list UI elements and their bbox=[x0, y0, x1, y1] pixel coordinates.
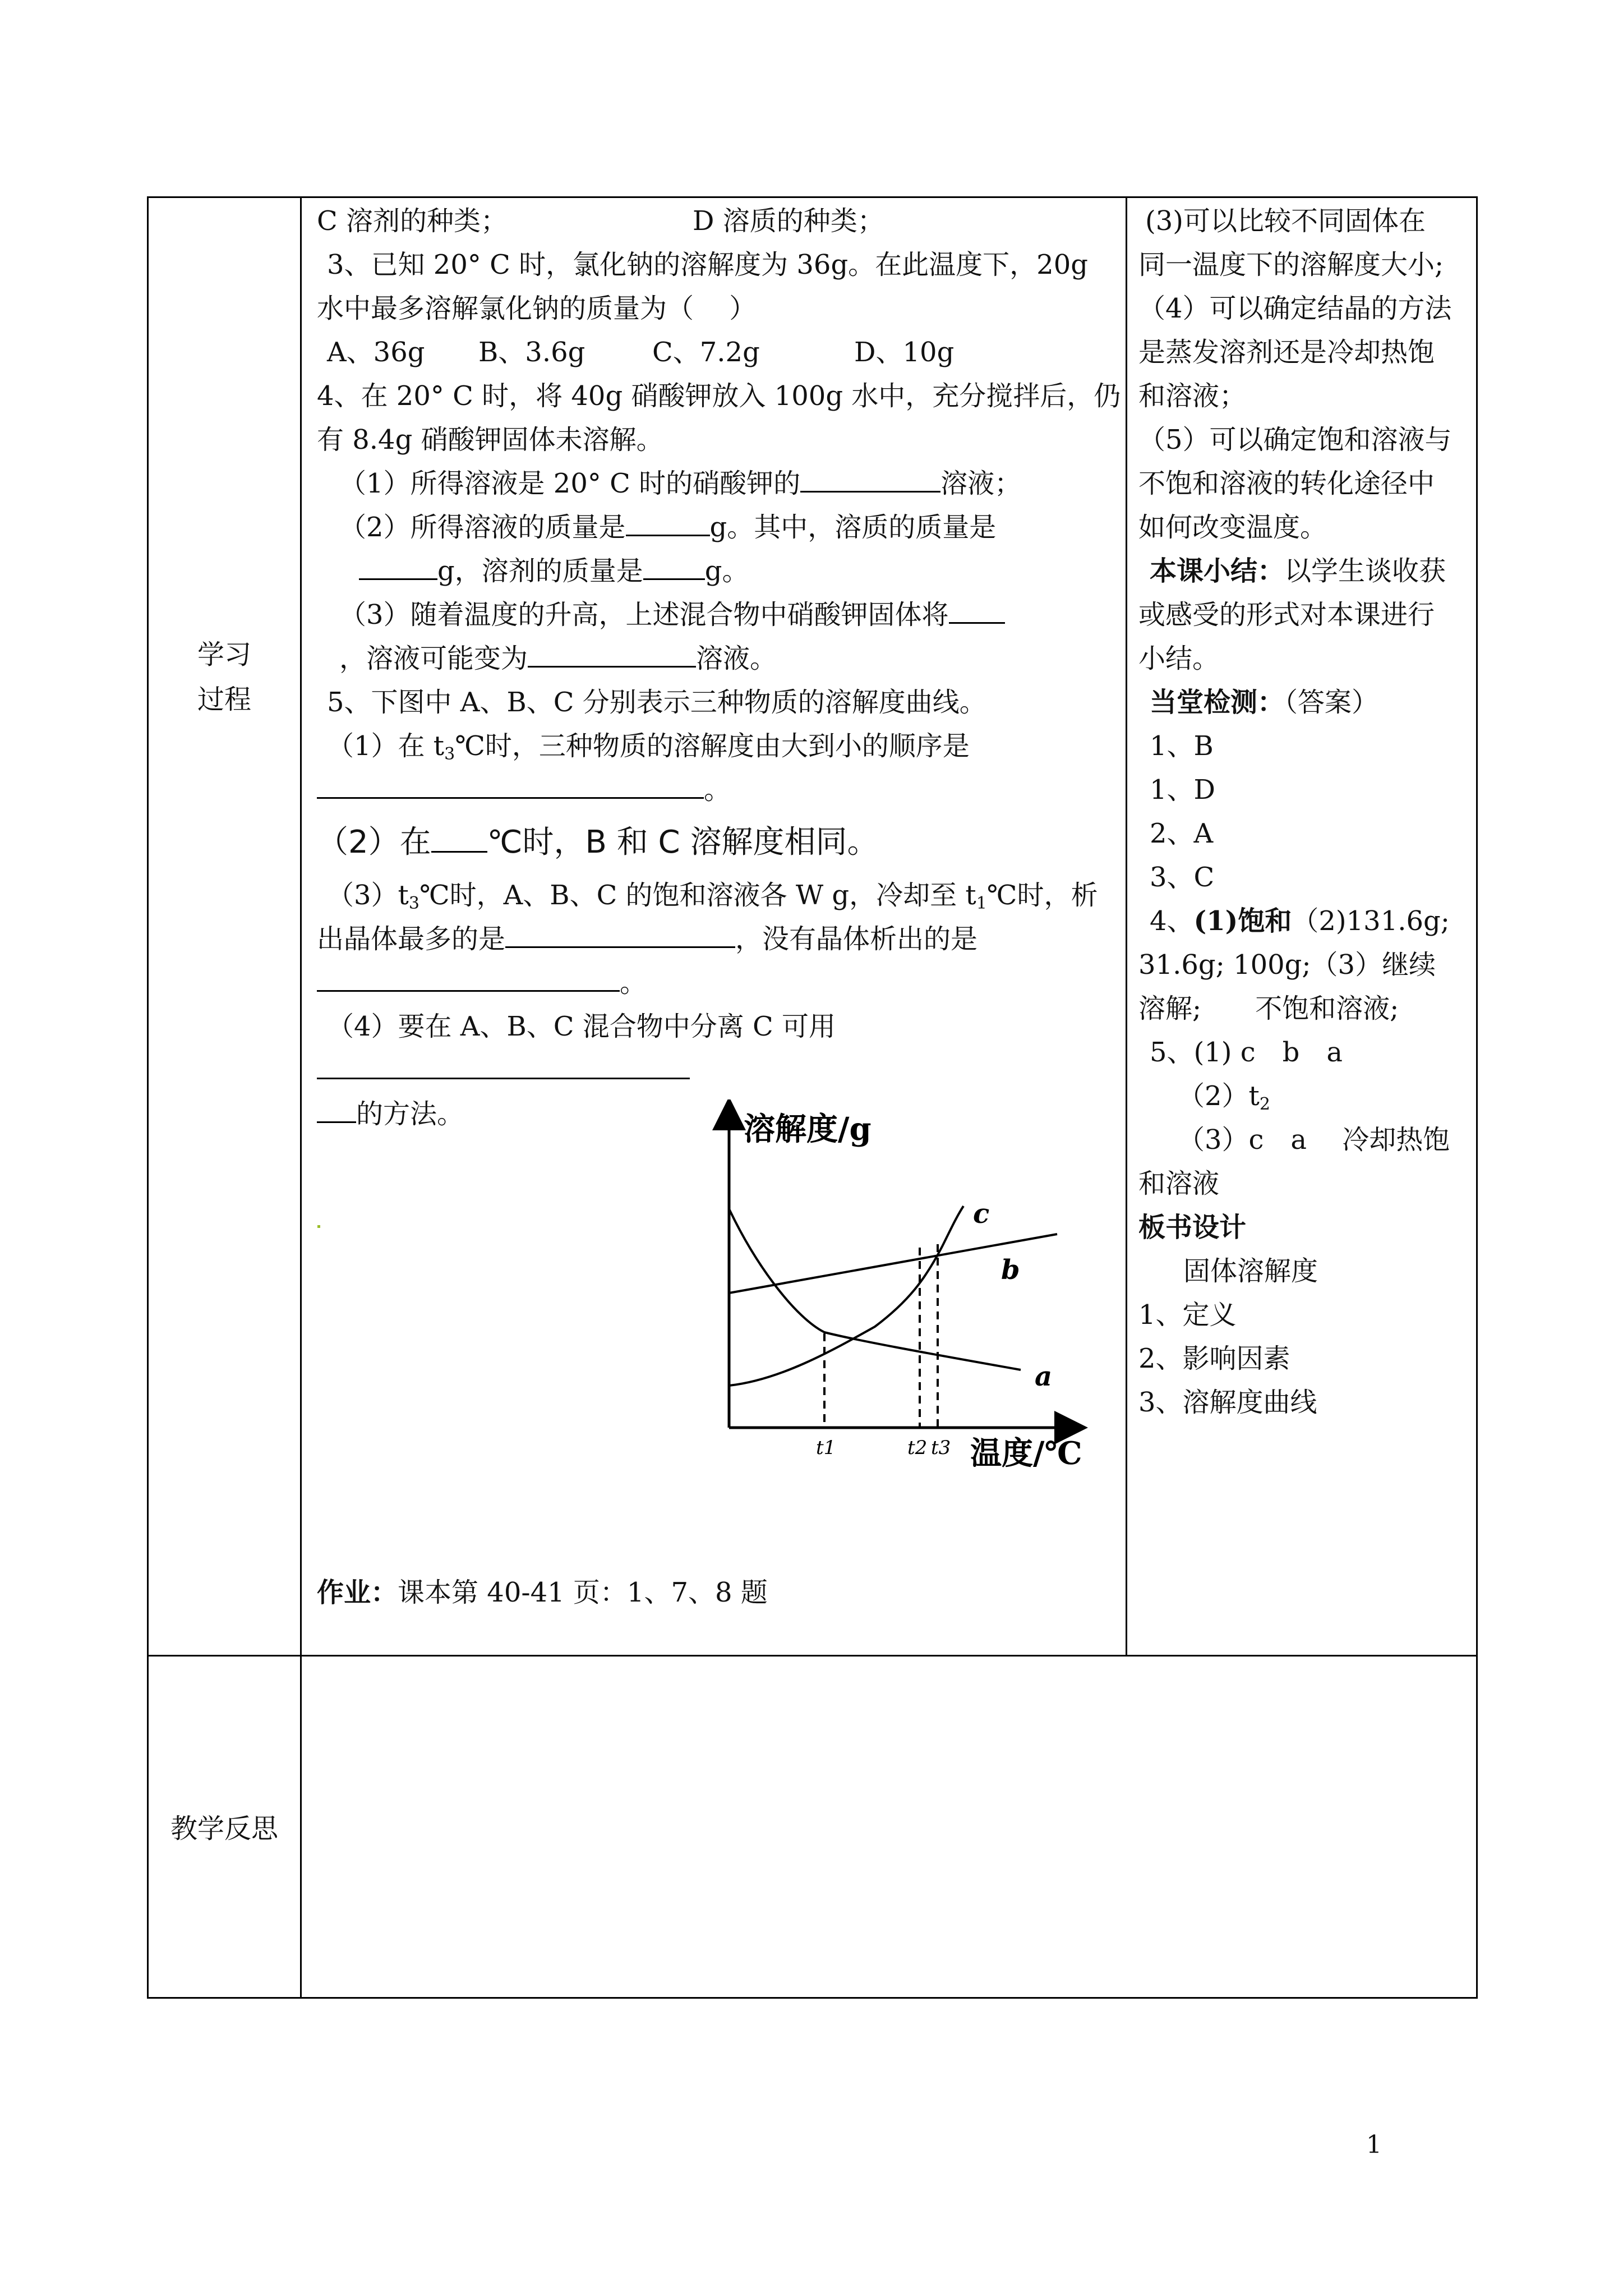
right-l7: 不饱和溶液的转化途径中 bbox=[1138, 468, 1435, 499]
q5-part-1-end: 。 bbox=[704, 774, 731, 806]
q5-part-3-text: （3）t bbox=[327, 880, 409, 911]
q5-part-1-text: （1）在 t bbox=[327, 730, 445, 762]
q4-part-2-mid: g。其中，溶质的质量是 bbox=[709, 512, 997, 543]
table-border-left bbox=[147, 196, 149, 1999]
right-l2: 同一温度下的溶解度大小; bbox=[1138, 249, 1444, 280]
right-column bbox=[1138, 199, 1475, 1424]
summary-line-3: 小结。 bbox=[1138, 643, 1220, 674]
q5-part-1-blank-line bbox=[317, 768, 1119, 812]
q5-part-3-blank-line bbox=[317, 961, 1119, 1005]
q4-blank-5[interactable] bbox=[949, 594, 1005, 624]
test-note: （答案） bbox=[1284, 687, 1379, 718]
board-label: 板书设计 bbox=[1138, 1212, 1247, 1243]
answer-4: 3、C bbox=[1150, 862, 1215, 893]
q4-part-1 bbox=[317, 462, 1119, 505]
board-item-2: 2、影响因素 bbox=[1138, 1343, 1290, 1374]
q3-option-d: D、10g bbox=[854, 337, 955, 368]
q4-blank-3[interactable] bbox=[359, 550, 437, 580]
series-label-a: a bbox=[1035, 1361, 1053, 1392]
q4-blank-1[interactable] bbox=[800, 463, 940, 493]
q4-part-2-cont bbox=[317, 549, 1119, 593]
row-label-reflection bbox=[149, 1806, 300, 1851]
q4-part-1-text: （1）所得溶液是 20° C 时的硝酸钾的 bbox=[339, 468, 801, 499]
q5-blank-3[interactable] bbox=[505, 918, 735, 948]
row-label-process-2: 过程 bbox=[197, 684, 251, 715]
q3-option-b: B、3.6g bbox=[478, 337, 585, 368]
right-l4: 是蒸发溶剂还是冷却热饱 bbox=[1138, 337, 1435, 368]
q4-part-2-solvent: g，溶剂的质量是 bbox=[437, 555, 643, 587]
tick-label-t1: t1 bbox=[816, 1437, 836, 1459]
q3-line-1: 3、已知 20° C 时，氯化钠的溶解度为 36g。在此温度下，20g bbox=[327, 249, 1088, 280]
answer-3: 2、A bbox=[1150, 818, 1214, 849]
middle-column bbox=[317, 199, 1119, 1136]
answer-11: 和溶液 bbox=[1138, 1168, 1220, 1199]
answer-5-label: 4、 bbox=[1150, 905, 1194, 937]
q5-part-3-none: ，没有晶体析出的是 bbox=[735, 923, 978, 955]
series-label-c: c bbox=[973, 1198, 990, 1230]
right-l8: 如何改变温度。 bbox=[1138, 512, 1327, 543]
right-l6: （5）可以确定饱和溶液与 bbox=[1138, 424, 1452, 455]
summary-label: 本课小结： bbox=[1150, 555, 1285, 587]
q5-part-2 bbox=[317, 812, 1119, 873]
q4-part-2-end: g。 bbox=[704, 555, 749, 587]
answer-9-sub: 2 bbox=[1259, 1094, 1270, 1114]
homework bbox=[317, 1571, 768, 1614]
answer-6: 31.6g; 100g;（3）继续 bbox=[1138, 949, 1436, 981]
options-cd-line bbox=[317, 199, 1119, 243]
tick-label-t3: t3 bbox=[931, 1437, 951, 1459]
q5-part-3-sub-2: 1 bbox=[976, 894, 987, 913]
q5-part-1-rest: ℃时，三种物质的溶解度由大到小的顺序是 bbox=[455, 730, 970, 762]
right-l1: (3)可以比较不同固体在 bbox=[1145, 205, 1426, 237]
q4-part-3-mid: ，溶液可能变为 bbox=[339, 643, 528, 674]
answer-5-bold: (1)饱和 bbox=[1193, 905, 1292, 937]
homework-label: 作业： bbox=[317, 1577, 398, 1608]
table-border-right bbox=[1476, 196, 1478, 1999]
option-c: C 溶剂的种类； bbox=[317, 205, 508, 237]
stray-dot bbox=[317, 1225, 320, 1228]
solubility-chart bbox=[695, 1099, 1116, 1481]
answer-1: 1、B bbox=[1150, 730, 1214, 762]
answer-5 bbox=[1138, 899, 1475, 943]
summary-line-2: 或感受的形式对本课进行 bbox=[1138, 599, 1435, 631]
answer-9-text: （2）t bbox=[1178, 1080, 1260, 1112]
q5-blank-5[interactable] bbox=[317, 1050, 690, 1079]
q5-blank-2[interactable] bbox=[431, 817, 487, 853]
q3-options bbox=[317, 330, 1119, 374]
answer-7: 溶解; 不饱和溶液; bbox=[1138, 993, 1399, 1024]
option-d: D 溶质的种类； bbox=[693, 205, 884, 237]
test-line bbox=[1138, 680, 1475, 724]
q4-part-2 bbox=[317, 505, 1119, 549]
q5-part-1-sub: 3 bbox=[444, 744, 455, 764]
right-l5: 和溶液； bbox=[1138, 380, 1247, 412]
table-divider-1 bbox=[300, 196, 302, 1999]
table-border-bottom bbox=[147, 1997, 1478, 1999]
q5-blank-6[interactable] bbox=[317, 1093, 356, 1123]
q4-part-3-cont bbox=[317, 637, 1119, 680]
q4-part-3-end: 溶液。 bbox=[696, 643, 777, 674]
board-title: 固体溶解度 bbox=[1183, 1255, 1318, 1287]
q5-part-3 bbox=[317, 873, 1119, 917]
answer-5-rest: （2)131.6g; bbox=[1292, 905, 1450, 937]
q5-part-3-close: 。 bbox=[620, 967, 647, 999]
row-label-process-1: 学习 bbox=[197, 639, 251, 670]
series-label-b: b bbox=[1001, 1254, 1020, 1286]
summary-line-1 bbox=[1138, 549, 1475, 593]
q5-part-3-most: 出晶体最多的是 bbox=[317, 923, 506, 955]
q5-part-3-mid: ℃时，A、B、C 的饱和溶液各 W g，冷却至 t bbox=[419, 880, 976, 911]
summary-text-1: 以学生谈收获 bbox=[1284, 555, 1446, 587]
q5-part-4-end: 的方法。 bbox=[356, 1098, 464, 1130]
y-axis-label: 溶解度/g bbox=[744, 1111, 872, 1148]
tick-label-t2: t2 bbox=[907, 1437, 928, 1459]
q4-part-3-text: （3）随着温度的升高，上述混合物中硝酸钾固体将 bbox=[339, 599, 949, 631]
q4-part-1-end: 溶液； bbox=[940, 468, 1022, 499]
x-axis-label: 温度/℃ bbox=[970, 1435, 1082, 1472]
row-label-process bbox=[149, 632, 300, 722]
q5-part-4: （4）要在 A、B、C 混合物中分离 C 可用 bbox=[327, 1011, 836, 1042]
answer-9 bbox=[1138, 1074, 1475, 1118]
q4-part-3 bbox=[317, 593, 1119, 637]
q4-line-1: 4、在 20° C 时，将 40g 硝酸钾放入 100g 水中，充分搅拌后，仍 bbox=[317, 380, 1121, 412]
q4-blank-4[interactable] bbox=[643, 550, 705, 580]
q3-option-a: A、36g bbox=[327, 337, 425, 368]
table-border-mid bbox=[147, 1655, 1478, 1657]
q5-part-2-text: （2）在 bbox=[317, 824, 431, 861]
table-border-top bbox=[147, 196, 1478, 198]
q4-line-2: 有 8.4g 硝酸钾固体未溶解。 bbox=[317, 424, 663, 455]
q4-blank-2[interactable] bbox=[626, 507, 710, 536]
q4-part-2-text: （2）所得溶液的质量是 bbox=[339, 512, 626, 543]
row-label-reflection-text: 教学反思 bbox=[170, 1813, 278, 1844]
q4-blank-6[interactable] bbox=[528, 638, 696, 668]
q5-line-1: 5、下图中 A、B、C 分别表示三种物质的溶解度曲线。 bbox=[327, 687, 986, 718]
q5-part-3-end: ℃时，析 bbox=[986, 880, 1098, 911]
q5-part-3-sub-1: 3 bbox=[408, 894, 419, 913]
board-item-1: 1、定义 bbox=[1138, 1299, 1237, 1331]
test-label: 当堂检测： bbox=[1150, 687, 1285, 718]
q5-part-3-cont bbox=[317, 917, 1119, 961]
right-l3: （4）可以确定结晶的方法 bbox=[1138, 293, 1452, 324]
q5-blank-4[interactable] bbox=[317, 962, 620, 992]
q3-line-2: 水中最多溶解氯化钠的质量为（ ） bbox=[317, 293, 757, 324]
table-divider-2 bbox=[1126, 196, 1127, 1657]
answer-8: 5、(1) c b a bbox=[1150, 1037, 1343, 1068]
curve-c bbox=[729, 1206, 963, 1386]
q5-blank-1[interactable] bbox=[317, 769, 704, 799]
curve-a bbox=[729, 1209, 1021, 1370]
page-number: 1 bbox=[1366, 2131, 1382, 2159]
homework-text: 课本第 40-41 页：1、7、8 题 bbox=[398, 1577, 768, 1608]
answer-10: （3）c a 冷却热饱 bbox=[1178, 1124, 1450, 1156]
q3-option-c: C、7.2g bbox=[652, 337, 760, 368]
board-item-3: 3、溶解度曲线 bbox=[1138, 1387, 1317, 1418]
answer-2: 1、D bbox=[1150, 774, 1216, 806]
q5-part-4-blank-line bbox=[317, 1048, 1119, 1092]
q5-part-1 bbox=[317, 724, 1119, 768]
q5-part-2-rest: ℃时，B 和 C 溶解度相同。 bbox=[487, 824, 879, 861]
